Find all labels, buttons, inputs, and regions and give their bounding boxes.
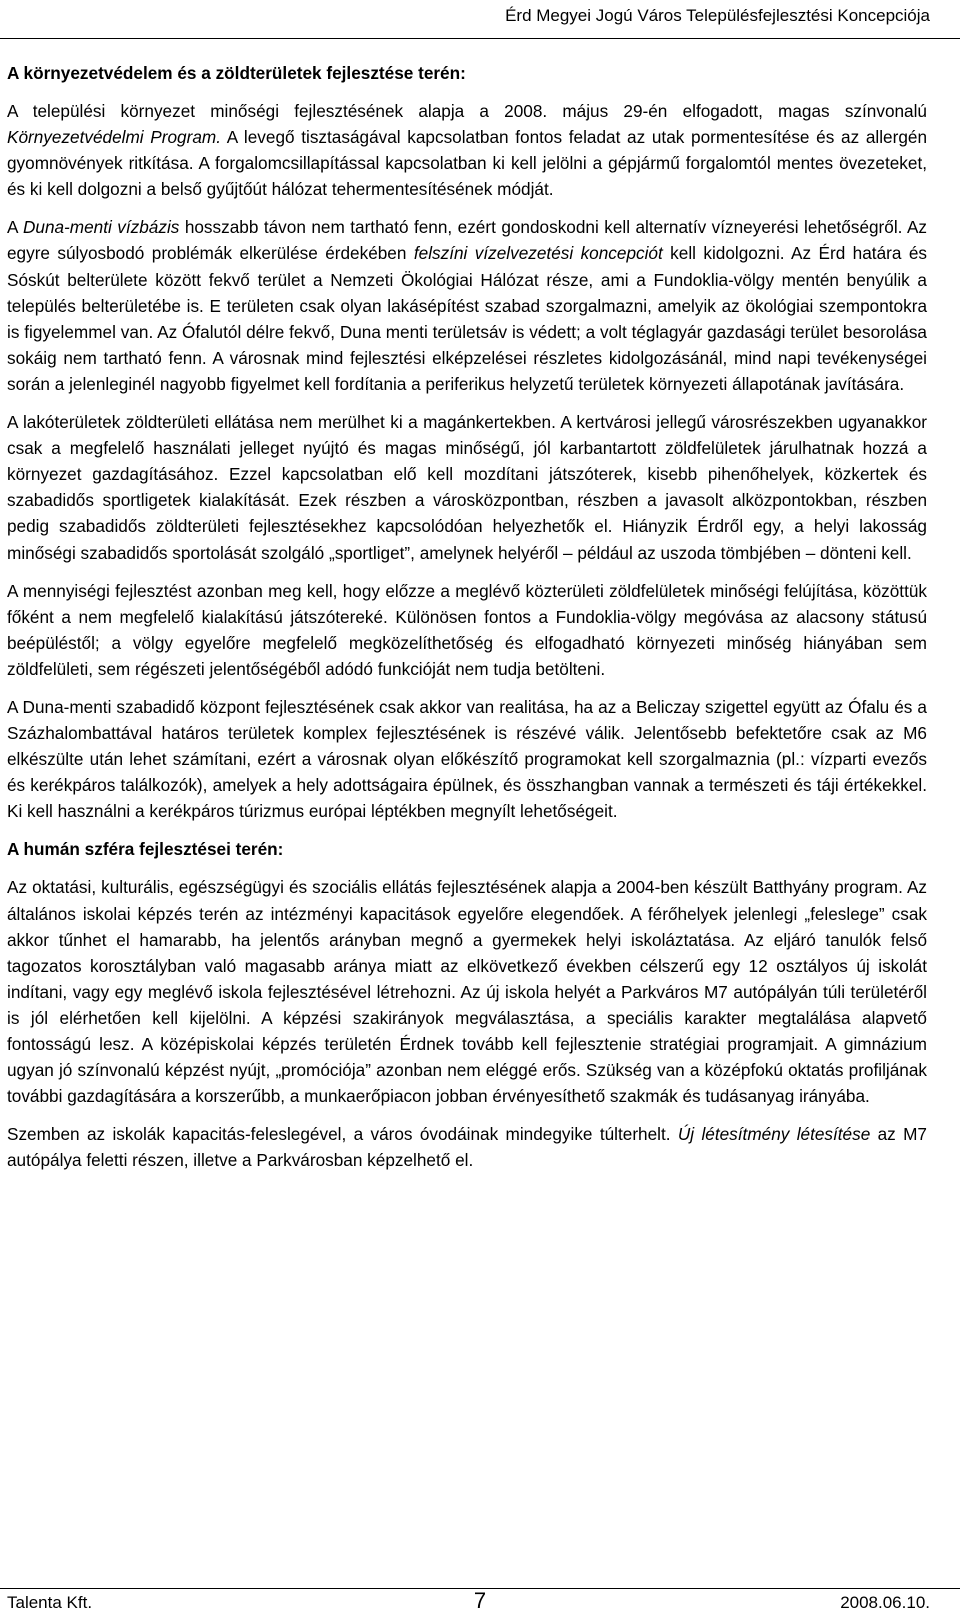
italic-span: Környezetvédelmi Program. (7, 127, 221, 148)
paragraph-leisure-center: A Duna-menti szabadidő központ fejlesztésének csak akkor van realitása, ha az a Beliczay szigettel együtt az Ófalu és a Százhalombattával határos területek komplex fejlesztésének is részévé válik. Jelentősebb befektetőre csak az M6 elkészülte után lehet számítani, ezért a városnak olyan előkészítő programokat kell szorgalmaznia (pl.: vízparti evezős és kerékpáros találkozók), amelyek a hely adottságaira épülnek, és összhangban vannak a természeti és táji értékekkel. Ki kell használni a kerékpáros túrizmus európai léptékben megnyílt lehetőségeit. (7, 696, 927, 822)
page-header-title: Érd Megyei Jogú Város Településfejlesztési Koncepciója (505, 6, 930, 25)
footer-date: 2008.06.10. (840, 1593, 930, 1612)
paragraph-kindergartens (7, 1121, 927, 1173)
italic-span: Új létesítmény létesítése (677, 1124, 871, 1145)
section-heading-environment: A környezetvédelem és a zöldterületek fejlesztése terén: (7, 63, 466, 83)
italic-span: felszíni vízelvezetési koncepciót (413, 243, 663, 264)
text-span: az M7 autópálya feletti részen, illetve a Parkvárosban képzelhető el. (7, 1124, 927, 1171)
footer-company: Talenta Kft. (7, 1593, 93, 1612)
paragraph-quantitative-development: A mennyiségi fejlesztést azonban meg kell, hogy előzze a meglévő közterületi zöldfelületek minőségi felújítása, közöttük főként a nem megfelelő kialakítású játszótereké. Különösen fontos a Fundoklia-völgy megóvása az alacsony státusú beépüléstől; a völgy egyelőre megfelelő megközelíthetőség és elfogadható környezeti minőség hiányában sem zöldfelületi, sem régészeti jelentőségéből adódó funkcióját nem tudja betölteni. (7, 580, 927, 679)
text-span: Szemben az iskolák kapacitás-feleslegével, a város óvodáinak mindegyike túlterhelt. (7, 1124, 678, 1145)
italic-span: Duna-menti vízbázis (22, 217, 180, 238)
text-span: hosszabb távon nem tartható fenn, ezért gondoskodni kell alternatív vízneyerési lehetőségről. Az egyre súlyosbodó problémák elkerülése érdekében (7, 217, 928, 264)
paragraph-green-areas: A lakóterületek zöldterületi ellátása nem merülhet ki a magánkertekben. A kertvárosi jellegű városrészekben ugyanakkor csak a megfelelő használati jelleget nyújtó és magas minőségű, jól karbantartott zöldfelületek járulhatnak hozzá a környezet gazdagításához. Ezzel kapcsolatban elő kell mozdítani játszóterek, kisebb pihenőhelyek, közkertek és szabadidős sportligetek kialakítását. Ezek részben a városközpontban, részben a javasolt alközpontokban, részben pedig szabadidős zöldterületi fejlesztésekhez kapcsolódóan helyezhetők el. Hiányzik Érdről egy, a helyi lakosság minőségi szabadidős sportolását szolgáló „sportliget”, amelynek helyéről – például az uszoda tömbjében – dönteni kell. (7, 412, 927, 563)
paragraph-water-base (7, 214, 927, 397)
page-number: 7 (473, 1588, 487, 1613)
text-span: A (7, 217, 23, 238)
paragraph-environment-program (7, 98, 927, 202)
text-span: A levegő tisztaságával kapcsolatban fontos feladat az utak pormentesítése és az allergén gyomnövények ritkítása. A forgalomcsillapítással kapcsolatban ki kell jelölni a gépjármű forgalomtól mentes övezeteket, és ki kell dolgozni a belső gyűjtőút hálózat tehermentesítésének módját. (7, 127, 927, 200)
text-span: kell kidolgozni. Az Érd határa és Sóskút belterülete között fekvő terület a Nemzeti Ökológiai Hálózat része, ami a Fundoklia-völgy mentén benyúlik a település belterületébe is. E területen csak olyan lakásépítést szabad szorgalmazni, amelyik az ökológiai szempontokra is figyelemmel van. Az Ófalutól délre fekvő, Duna menti területsáv is védett; a volt téglagyár gazdasági terület besorolása sokáig nem tartható fenn. A városnak mind fejlesztési elképzelései részletes kidolgozásánál, mind napi tevékenységei során a jelenleginél nagyobb figyelmet kell fordítania a periferikus helyzetű területek környezeti állapotának javítására. (7, 243, 927, 394)
text-span: A települési környezet minőségi fejlesztésének alapja a 2008. május 29-én elfogadott, magas színvonalú (7, 101, 927, 121)
section-heading-human-sphere: A humán szféra fejlesztései terén: (7, 839, 284, 860)
paragraph-education: Az oktatási, kulturális, egészségügyi és szociális ellátás fejlesztésének alapja a 2004-ben készült Batthyány program. Az általános iskolai képzés terén az intézményi kapacitások egyelőre elegendőek. A férőhelyek jelenlegi „feleslege” csak akkor tűnhet el hamarabb, ha jelentős arányban megnő a gyermekek helyi iskoláztatása. Az eljáró tanulók felső tagozatos korosztályban való magasabb aránya miatt az elkövetkező években célszerű egy 12 osztályos új iskolát indítani, vagy egy meglévő iskola fejlesztésével létrehozni. Az új iskola helyét a Parkváros M7 autópályán túli területéről is jól elérhetően kell kijelölni. A képzési szakirányok megválasztása, a speciális karakter megtalálása alapvető fontosságú lesz. A középiskolai képzés területén Érdnek tovább kell fejlesztenie stratégiai programjait. A gimnázium ugyan jó színvonalú képzést nyújt, „promóciója” azonban nem eléggé erős. Szükség van a középfokú oktatás profiljának további gazdagítására a korszerűbb, a munkaerőpiacon jobban érvényesíthető szakmák és tudásanyag irányába. (7, 877, 927, 1107)
header-divider (0, 38, 960, 39)
document-body (7, 60, 927, 1185)
